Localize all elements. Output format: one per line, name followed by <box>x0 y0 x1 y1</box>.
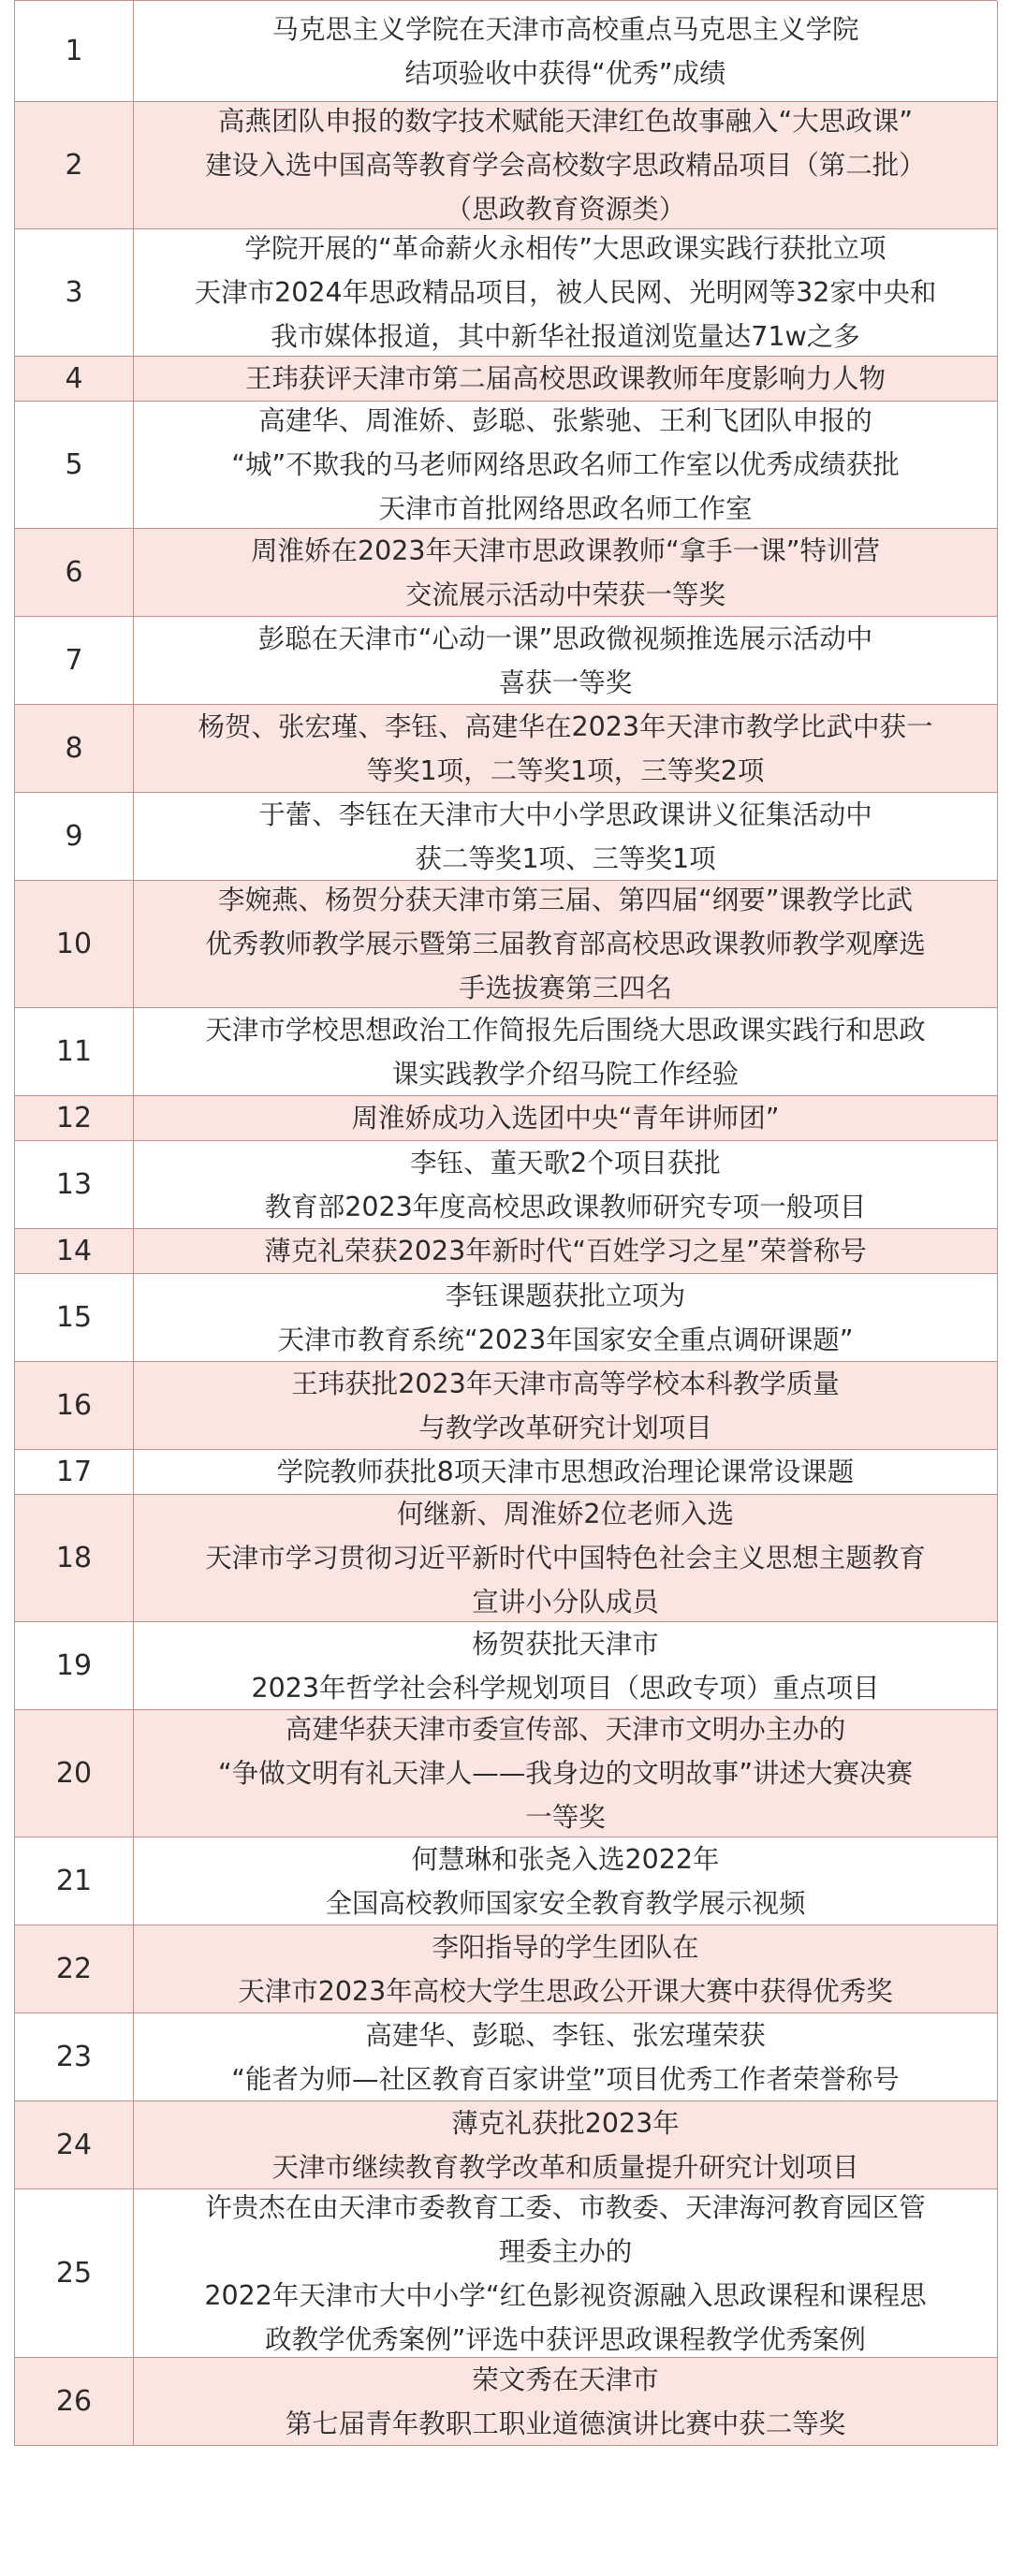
awards-table <box>14 0 997 2446</box>
row-description: 李钰、董天歌2个项目获批 教育部2023年度高校思政课教师研究专项一般项目 <box>134 1141 998 1229</box>
row-description: 高建华、周淮娇、彭聪、张紫驰、王利飞团队申报的 “城”不欺我的马老师网络思政名师工作室以优秀成绩获批 天津市首批网络思政名师工作室 <box>134 402 998 529</box>
row-number: 10 <box>15 881 134 1008</box>
row-description: 王玮获评天津市第二届高校思政课教师年度影响力人物 <box>134 357 998 402</box>
row-description: 马克思主义学院在天津市高校重点马克思主义学院 结项验收中获得“优秀”成绩 <box>134 1 998 102</box>
row-description: 许贵杰在由天津市委教育工委、市教委、天津海河教育园区管 理委主办的 2022年天津市大中小学“红色影视资源融入思政课程和课程思 政教学优秀案例”评选中获评思政课程教学优秀案例 <box>134 2189 998 2358</box>
row-number: 8 <box>15 705 134 793</box>
row-number: 5 <box>15 402 134 529</box>
row-description: 周淮娇在2023年天津市思政课教师“拿手一课”特训营 交流展示活动中荣获一等奖 <box>134 529 998 617</box>
row-number: 12 <box>15 1096 134 1141</box>
row-description: 杨贺、张宏瑾、李钰、高建华在2023年天津市教学比武中获一 等奖1项，二等奖1项，三等奖2项 <box>134 705 998 793</box>
row-description: 彭聪在天津市“心动一课”思政微视频推选展示活动中 喜获一等奖 <box>134 617 998 705</box>
row-description: 天津市学校思想政治工作简报先后围绕大思政课实践行和思政 课实践教学介绍马院工作经验 <box>134 1008 998 1096</box>
row-number: 11 <box>15 1008 134 1096</box>
row-description: 学院开展的“革命薪火永相传”大思政课实践行获批立项 天津市2024年思政精品项目，被人民网、光明网等32家中央和 我市媒体报道，其中新华社报道浏览量达71w之多 <box>134 229 998 357</box>
row-description: 学院教师获批8项天津市思想政治理论课常设课题 <box>134 1450 998 1495</box>
row-number: 18 <box>15 1495 134 1622</box>
row-description: 何继新、周淮娇2位老师入选 天津市学习贯彻习近平新时代中国特色社会主义思想主题教育 宣讲小分队成员 <box>134 1495 998 1622</box>
row-number: 13 <box>15 1141 134 1229</box>
row-number: 14 <box>15 1229 134 1274</box>
row-description: 何慧琳和张尧入选2022年 全国高校教师国家安全教育教学展示视频 <box>134 1837 998 1925</box>
row-description: 李阳指导的学生团队在 天津市2023年高校大学生思政公开课大赛中获得优秀奖 <box>134 1925 998 2013</box>
row-number: 7 <box>15 617 134 705</box>
row-number: 19 <box>15 1622 134 1710</box>
row-description: 李钰课题获批立项为 天津市教育系统“2023年国家安全重点调研课题” <box>134 1274 998 1362</box>
row-number: 4 <box>15 357 134 402</box>
row-description: 薄克礼获批2023年 天津市继续教育教学改革和质量提升研究计划项目 <box>134 2101 998 2189</box>
row-number: 15 <box>15 1274 134 1362</box>
row-number: 25 <box>15 2189 134 2358</box>
row-description: 周淮娇成功入选团中央“青年讲师团” <box>134 1096 998 1141</box>
row-description: 李婉燕、杨贺分获天津市第三届、第四届“纲要”课教学比武 优秀教师教学展示暨第三届教育部高校思政课教师教学观摩选 手选拔赛第三四名 <box>134 881 998 1008</box>
row-description: 荣文秀在天津市 第七届青年教职工职业道德演讲比赛中获二等奖 <box>134 2358 998 2446</box>
row-number: 26 <box>15 2358 134 2446</box>
row-number: 1 <box>15 1 134 102</box>
row-number: 9 <box>15 793 134 881</box>
row-number: 17 <box>15 1450 134 1495</box>
row-number: 2 <box>15 102 134 229</box>
row-number: 24 <box>15 2101 134 2189</box>
row-number: 16 <box>15 1362 134 1450</box>
row-number: 20 <box>15 1710 134 1837</box>
row-description: 高建华、彭聪、李钰、张宏瑾荣获 “能者为师—社区教育百家讲堂”项目优秀工作者荣誉称号 <box>134 2013 998 2101</box>
row-number: 21 <box>15 1837 134 1925</box>
row-number: 6 <box>15 529 134 617</box>
row-description: 杨贺获批天津市 2023年哲学社会科学规划项目（思政专项）重点项目 <box>134 1622 998 1710</box>
row-description: 于蕾、李钰在天津市大中小学思政课讲义征集活动中 获二等奖1项、三等奖1项 <box>134 793 998 881</box>
row-number: 22 <box>15 1925 134 2013</box>
row-description: 高建华获天津市委宣传部、天津市文明办主办的 “争做文明有礼天津人——我身边的文明故事”讲述大赛决赛 一等奖 <box>134 1710 998 1837</box>
row-description: 王玮获批2023年天津市高等学校本科教学质量 与教学改革研究计划项目 <box>134 1362 998 1450</box>
row-description: 薄克礼荣获2023年新时代“百姓学习之星”荣誉称号 <box>134 1229 998 1274</box>
row-description: 高燕团队申报的数字技术赋能天津红色故事融入“大思政课” 建设入选中国高等教育学会高校数字思政精品项目（第二批） （思政教育资源类） <box>134 102 998 229</box>
row-number: 3 <box>15 229 134 357</box>
row-number: 23 <box>15 2013 134 2101</box>
